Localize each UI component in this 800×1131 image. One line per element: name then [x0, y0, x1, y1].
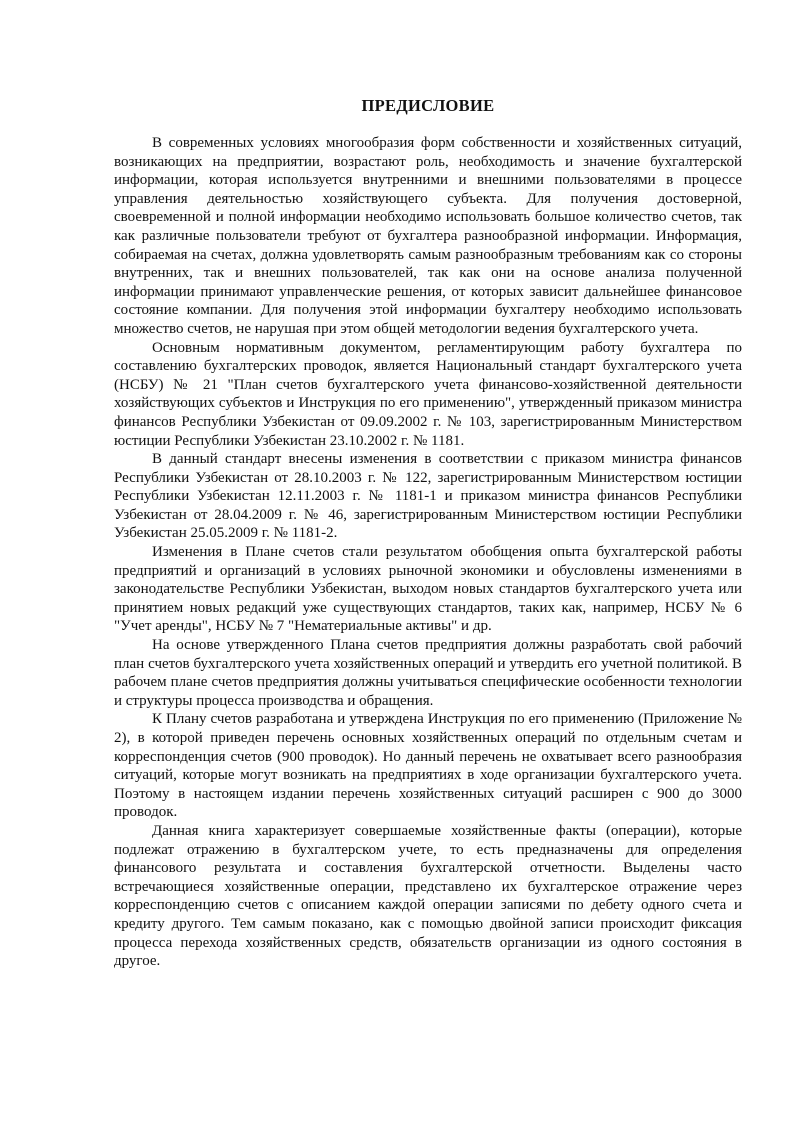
paragraph-5: На основе утвержденного Плана счетов предприятия должны разработать свой рабочий план счетов бухгалтерского учета хозяйственных операций и утвердить его учетной политикой. В рабочем плане счетов предприятия должны учитываться специфические особенности технологии и структуры процесса производства и обращения. [114, 637, 742, 709]
page-title: ПРЕДИСЛОВИЕ [361, 96, 495, 115]
paragraph-6: К Плану счетов разработана и утверждена Инструкция по его применению (Приложение № 2), в которой приведен перечень основных хозяйственных операций по отдельным счетам и корреспонденция счетов (900 проводок). Но данный перечень не охватывает всего разнообразия ситуаций, которые могут возникать на предприятиях в ходе организации бухгалтерского учета. Поэтому в настоящем издании перечень хозяйственных ситуаций расширен с 900 до 3000 проводок. [114, 711, 742, 821]
paragraph-4: Изменения в Плане счетов стали результатом обобщения опыта бухгалтерской работы предприятий и организаций в условиях рыночной экономики и обусловлены изменениями в законодательстве Республики Узбекистан, выходом новых стандартов бухгалтерского учета или принятием новых редакций уже существующих стандартов, таких как, например, НСБУ № 6 "Учет аренды", НСБУ № 7 "Нематериальные активы" и др. [114, 544, 742, 635]
paragraph-1: В современных условиях многообразия форм собственности и хозяйственных ситуаций, возникающих на предприятии, возрастают роль, необходимость и значение бухгалтерской информации, которая используется внутренними и внешними пользователями в процессе управления деятельностью хозяйствующего субъекта. Для получения достоверной, своевременной и полной информации необходимо использовать большое количество счетов, так как различные пользователи требуют от бухгалтера разнообразной информации. Информация, собираемая на счетах, должна удовлетворять самым разнообразным требованиям как со стороны внутренних, так и внешних пользователей, так как они на основе анализа полученной информации принимают управленческие решения, от которых зависит дальнейшее финансовое состояние компании. Для получения этой информации бухгалтеру необходимо использовать множество счетов, не нарушая при этом общей методологии ведения бухгалтерского учета. [114, 135, 742, 337]
paragraph-3: В данный стандарт внесены изменения в соответствии с приказом министра финансов Республики Узбекистан от 28.10.2003 г. № 122, зарегистрированным Министерством юстиции Республики Узбекистан 12.11.2003 г. № 1181-1 и приказом министра финансов Республики Узбекистан от 28.04.2009 г. № 46, зарегистрированным Министерством юстиции Республики Узбекистан 25.05.2009 г. № 1181-2. [114, 451, 742, 542]
paragraph-7: Данная книга характеризует совершаемые хозяйственные факты (операции), которые подлежат отражению в бухгалтерском учете, то есть предназначены для определения финансового результата и составления бухгалтерской отчетности. Выделены часто встречающиеся хозяйственные операции, представлено их бухгалтерское отражение через корреспонденцию счетов с описанием каждой операции записями по дебету одного счета и кредиту другого. Тем самым показано, как с помощью двойной записи происходит фиксация процесса перехода хозяйственных средств, обязательств организации из одного состояния в другое. [114, 822, 742, 970]
paragraph-2: Основным нормативным документом, регламентирующим работу бухгалтера по составлению бухгалтерских проводок, является Национальный стандарт бухгалтерского учета (НСБУ) № 21 "План счетов бухгалтерского учета финансово-хозяйственной деятельности хозяйствующих субъектов и Инструкция по его применению", утвержденный приказом министра финансов Республики Узбекистан от 09.09.2002 г. № 103, зарегистрированным Министерством юстиции Республики Узбекистан 23.10.2002 г. № 1181. [114, 339, 742, 449]
document-page [114, 96, 742, 971]
